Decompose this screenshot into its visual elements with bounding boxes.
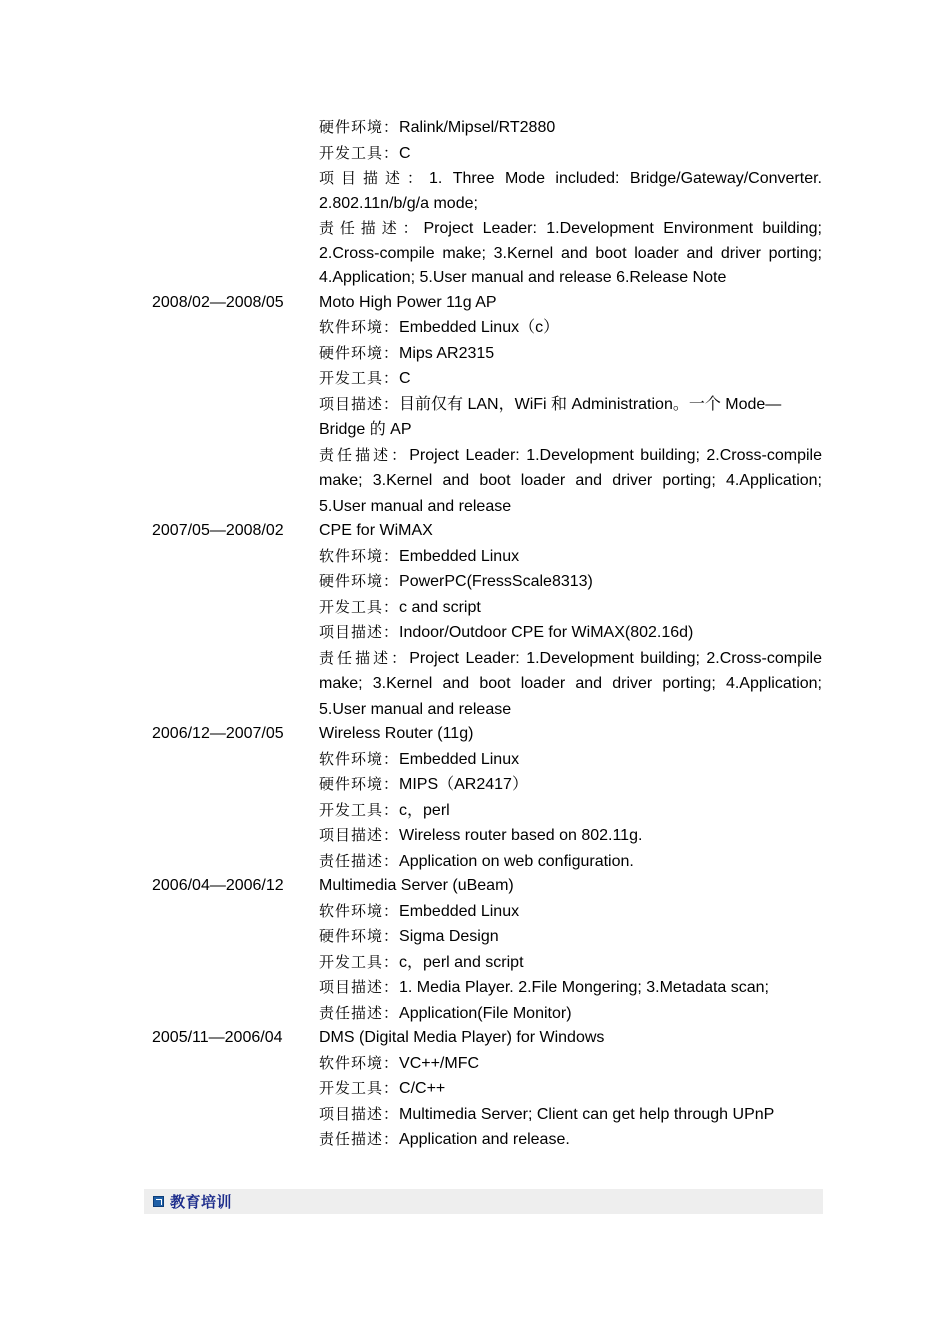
- field-label: 开发工具：: [319, 952, 400, 971]
- project-field: [319, 620, 822, 646]
- project-title: Wireless Router (11g): [319, 725, 474, 742]
- project-field: [319, 166, 822, 216]
- field-value: 1. Media Player. 2.File Mongering; 3.Metadata scan;: [399, 979, 769, 996]
- field-value: Project Leader: 1.Development building; 2.Cross-compile make; 3.Kernel and boot loader and driver porting; 4.Application; 5.User manual and release: [319, 446, 822, 515]
- project-details: [319, 115, 822, 291]
- field-label: 硬件环境：: [319, 118, 400, 136]
- field-value: C/C++: [399, 1080, 446, 1097]
- field-value: c，perl and script: [399, 953, 524, 971]
- project-field: [319, 1076, 822, 1102]
- project-details: [319, 291, 822, 520]
- field-value: Mips AR2315: [399, 344, 495, 362]
- field-label: 项目描述：: [319, 826, 400, 844]
- project-field: [319, 747, 822, 773]
- field-value: Wireless router based on 802.11g.: [399, 827, 643, 844]
- field-value: c，perl: [399, 801, 450, 819]
- field-label: 项目描述：: [319, 394, 400, 413]
- project-field: [319, 975, 822, 1001]
- field-label: 软件环境：: [319, 318, 400, 336]
- field-label: 项目描述：: [319, 978, 400, 996]
- project-field: [319, 1127, 822, 1153]
- field-label: 开发工具：: [319, 143, 400, 162]
- project-field: [319, 1001, 822, 1027]
- field-value: Embedded Linux: [399, 547, 520, 565]
- project-field: [319, 341, 822, 367]
- field-value: 目前仅有 LAN，WiFi 和 Administration。一个 Mode—Bridge 的 AP: [319, 395, 782, 438]
- project-title: Multimedia Server (uBeam): [319, 877, 514, 894]
- field-value: C: [399, 144, 411, 162]
- project-details: [319, 1026, 822, 1153]
- project-field: [319, 924, 822, 950]
- field-value: MIPS（AR2417）: [399, 776, 528, 793]
- field-value: PowerPC(FressScale8313): [399, 573, 593, 590]
- project-field: [319, 823, 822, 849]
- field-value: Ralink/Mipsel/RT2880: [399, 119, 556, 136]
- field-value: VC++/MFC: [399, 1054, 480, 1072]
- project-entry: [152, 115, 822, 291]
- project-list: [152, 115, 822, 1153]
- project-field: [319, 798, 822, 824]
- project-entry: [152, 1026, 822, 1153]
- field-label: 硬件环境：: [319, 343, 400, 362]
- project-entry: [152, 291, 822, 520]
- project-date: 2006/04—2006/12: [152, 877, 284, 894]
- project-title: Moto High Power 11g AP: [319, 293, 497, 311]
- project-field: [319, 772, 822, 798]
- project-entry: [152, 519, 822, 722]
- field-label: 硬件环境：: [319, 572, 400, 590]
- field-label: 软件环境：: [319, 749, 400, 768]
- field-label: 项目描述：: [319, 169, 429, 187]
- project-field: [319, 141, 822, 167]
- project-date: [152, 115, 319, 291]
- field-value: Project Leader: 1.Development building; 2.Cross-compile make; 3.Kernel and boot loader and driver porting; 4.Application; 5.User manual and release: [319, 649, 822, 718]
- project-field: [319, 646, 822, 723]
- field-value: Project Leader: 1.Development Environment building; 2.Cross-compile make; 3.Kernel and boot loader and driver porting; 4.Application; 5.User manual and release 6.Release Note: [319, 220, 822, 286]
- project-details: [319, 519, 822, 722]
- project-title: DMS (Digital Media Player) for Windows: [319, 1029, 605, 1046]
- project-field: [319, 595, 822, 621]
- project-field: [319, 392, 822, 443]
- project-date: 2007/05—2008/02: [152, 522, 284, 539]
- project-field: [319, 315, 822, 341]
- field-label: 硬件环境：: [319, 927, 400, 945]
- field-value: Application and release.: [399, 1131, 570, 1148]
- field-value: Embedded Linux: [399, 750, 520, 768]
- field-label: 责任描述：: [319, 1130, 400, 1148]
- field-label: 项目描述：: [319, 1104, 400, 1123]
- field-value: Multimedia Server; Client can get help through UPnP: [399, 1105, 775, 1123]
- field-label: 硬件环境：: [319, 775, 400, 793]
- field-label: 责任描述：: [319, 648, 410, 667]
- field-value: Application(File Monitor): [399, 1004, 572, 1022]
- project-date: 2005/11—2006/04: [152, 1029, 283, 1046]
- field-value: C: [399, 370, 411, 387]
- project-field: [319, 1102, 822, 1128]
- project-field: [319, 899, 822, 925]
- field-label: 软件环境：: [319, 1053, 400, 1072]
- project-field: [319, 849, 822, 875]
- field-label: 软件环境：: [319, 546, 400, 565]
- field-value: c and script: [399, 598, 481, 616]
- project-entry: [152, 874, 822, 1026]
- field-value: Application on web configuration.: [399, 852, 634, 870]
- project-details: [319, 722, 822, 874]
- field-label: 责任描述：: [319, 445, 410, 464]
- project-details: [319, 874, 822, 1026]
- field-label: 责任描述：: [319, 1003, 400, 1022]
- field-label: 责任描述：: [319, 219, 424, 237]
- field-label: 开发工具：: [319, 1079, 400, 1097]
- field-value: 1. Three Mode included: Bridge/Gateway/Converter. 2.802.11n/b/g/a mode;: [319, 170, 822, 212]
- project-field: [319, 443, 822, 520]
- field-value: Embedded Linux: [399, 902, 520, 920]
- section-title: 教育培训: [170, 1193, 233, 1211]
- project-field: [319, 115, 822, 141]
- section-header-education: [144, 1189, 823, 1214]
- field-value: Embedded Linux（c）: [399, 319, 560, 336]
- project-field: [319, 1051, 822, 1077]
- field-value: Indoor/Outdoor CPE for WiMAX(802.16d): [399, 624, 694, 641]
- project-entry: [152, 722, 822, 874]
- project-date: 2006/12—2007/05: [152, 725, 284, 742]
- project-date: 2008/02—2008/05: [152, 293, 284, 311]
- field-label: 开发工具：: [319, 597, 400, 616]
- field-label: 开发工具：: [319, 369, 400, 387]
- field-label: 开发工具：: [319, 800, 400, 819]
- project-field: [319, 216, 822, 291]
- field-label: 责任描述：: [319, 851, 400, 870]
- field-value: Sigma Design: [399, 928, 499, 945]
- section-arrow-icon: [153, 1196, 164, 1207]
- field-label: 软件环境：: [319, 901, 400, 920]
- project-field: [319, 366, 822, 392]
- project-field: [319, 544, 822, 570]
- field-label: 项目描述：: [319, 623, 400, 641]
- project-field: [319, 950, 822, 976]
- project-field: [319, 569, 822, 595]
- project-title: CPE for WiMAX: [319, 522, 433, 539]
